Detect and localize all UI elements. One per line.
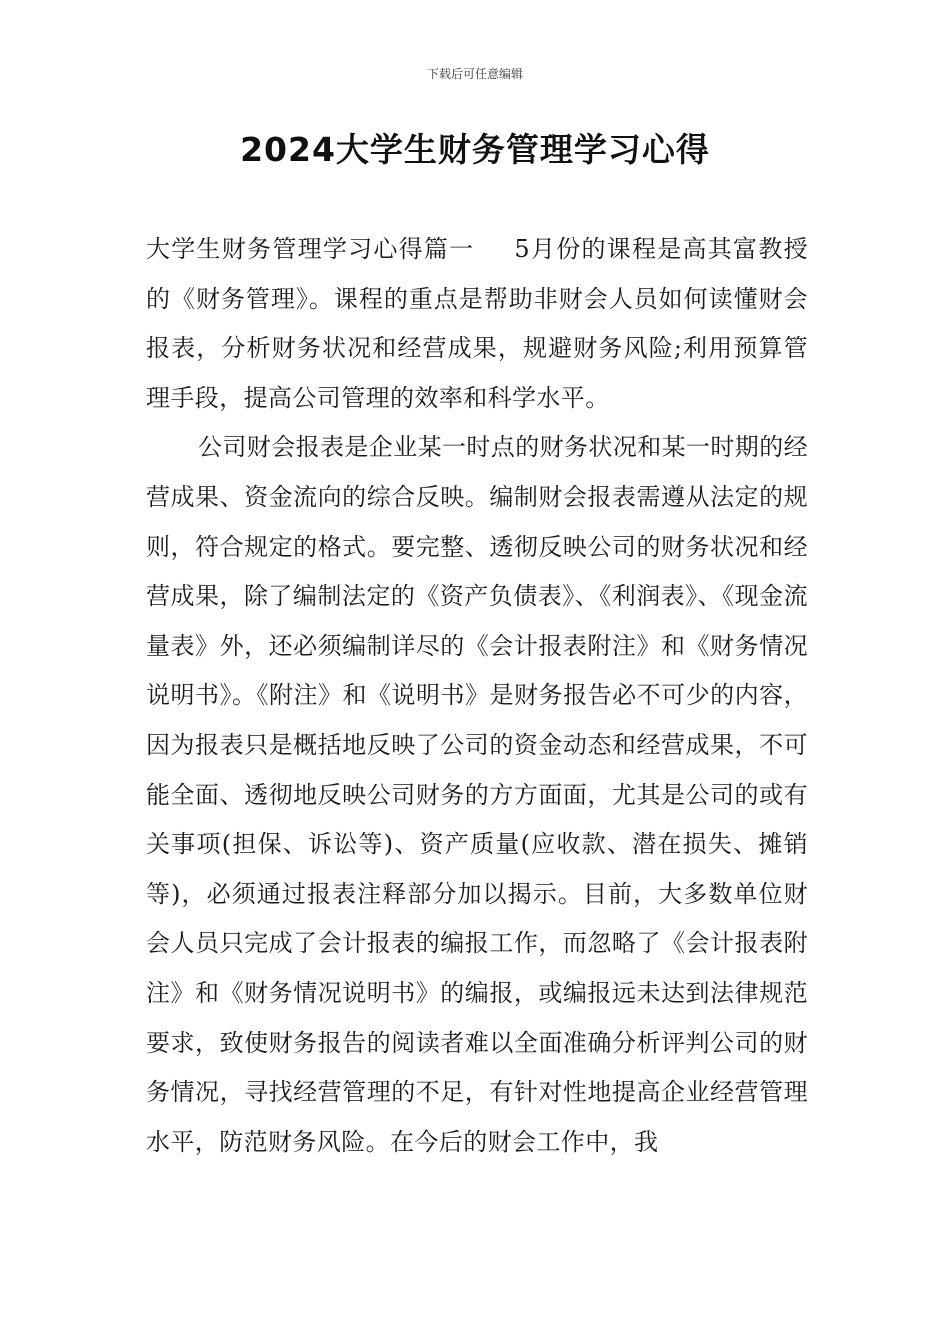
paragraph-1-lead: 大学生财务管理学习心得篇一 xyxy=(146,235,475,263)
paragraph-1 xyxy=(146,225,808,423)
paragraph-2: 公司财会报表是企业某一时点的财务状况和某一时期的经营成果、资金流向的综合反映。编制财会报表需遵从法定的规则，符合规定的格式。要完整、透彻反映公司的财务状况和经营成果，除了编制法定的《资产负债表》、《利润表》、《现金流量表》外，还必须编制详尽的《会计报表附注》和《财务情况说明书》。《附注》和《说明书》是财务报告必不可少的内容，因为报表只是概括地反映了公司的资金动态和经营成果，不可能全面、透彻地反映公司财务的方方面面，尤其是公司的或有关事项(担保、诉讼等)、资产质量(应收款、潜在损失、摊销等)，必须通过报表注释部分加以揭示。目前，大多数单位财会人员只完成了会计报表的编报工作，而忽略了《会计报表附注》和《财务情况说明书》的编报，或编报远未达到法律规范要求，致使财务报告的阅读者难以全面准确分析评判公司的财务情况，寻找经营管理的不足，有针对性地提高企业经营管理水平，防范财务风险。在今后的财会工作中，我 xyxy=(146,433,808,1156)
document-title: 2024大学生财务管理学习心得 xyxy=(240,130,710,169)
header-note: 下载后可任意编辑 xyxy=(426,67,523,81)
paragraph-1-text: 5月份的课程是高其富教授的《财务管理》。课程的重点是帮助非财会人员如何读懂财会报表，分析财务状况和经营成果，规避财务风险;利用预算管理手段，提高公司管理的效率和科学水平。 xyxy=(146,235,808,412)
document-body xyxy=(146,225,808,1167)
